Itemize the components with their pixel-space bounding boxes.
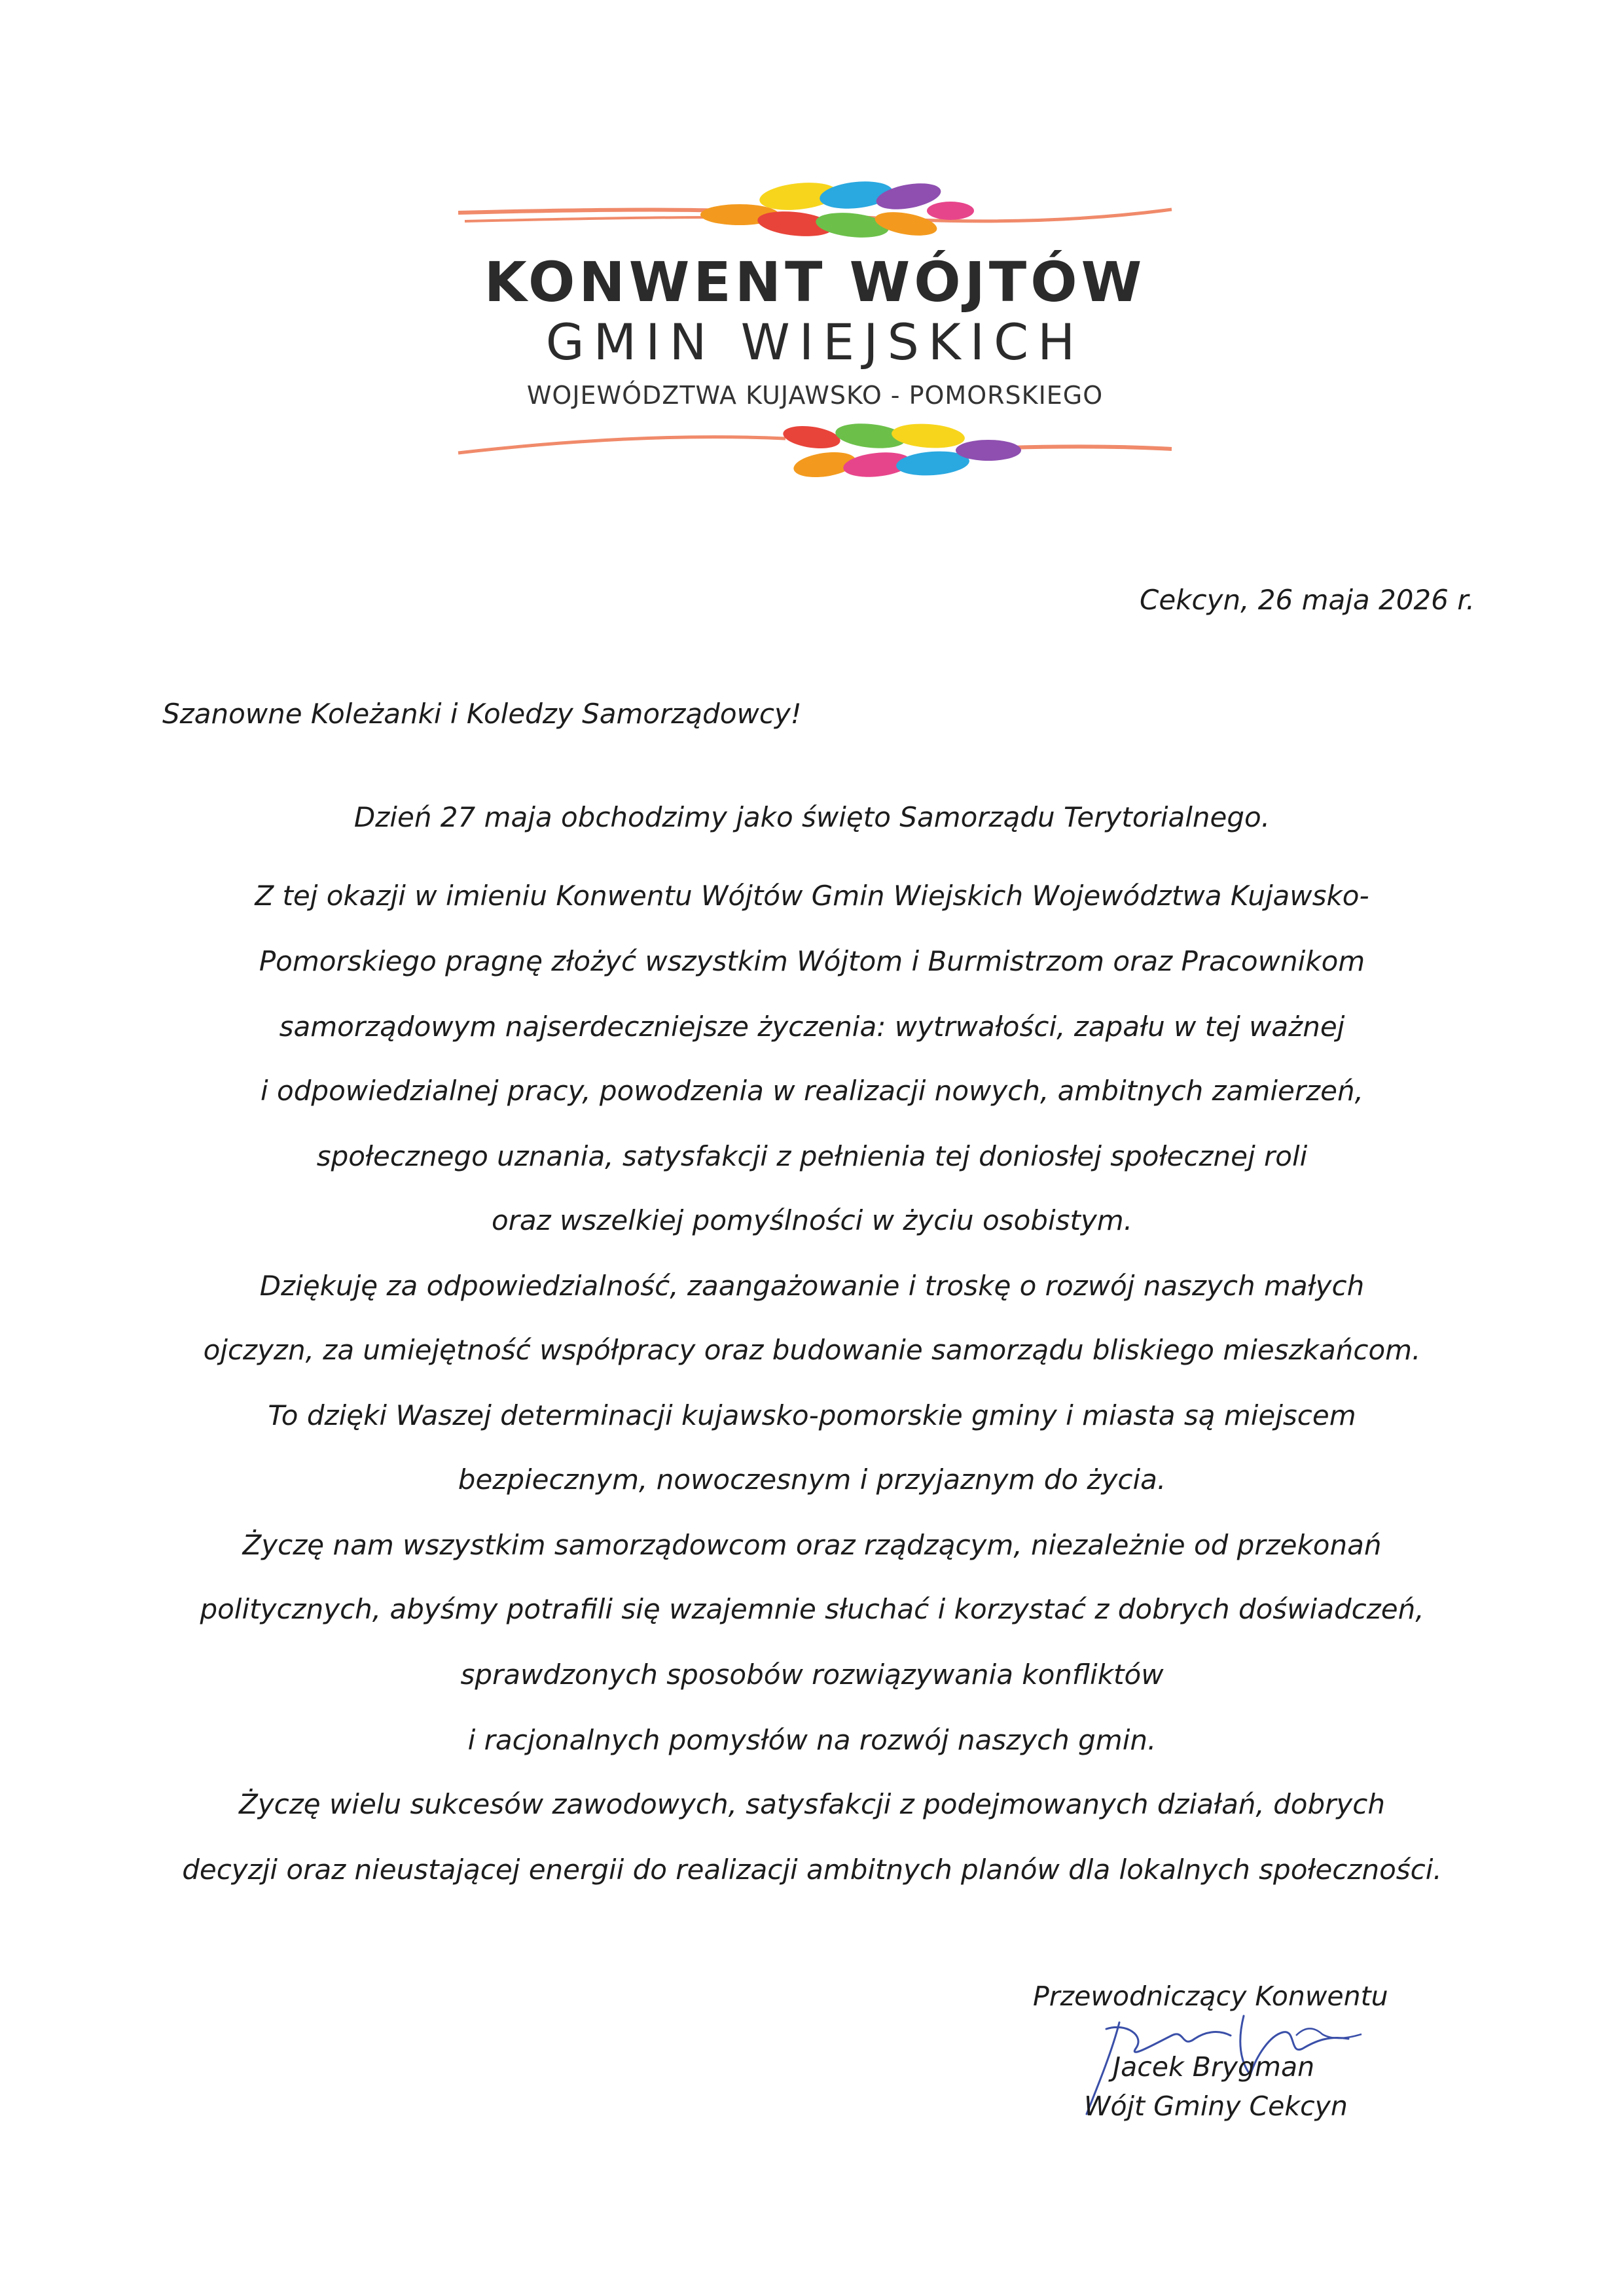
body-line: Pomorskiego pragnę złożyć wszystkim Wójtom i Burmistrzom oraz Pracownikom [259,945,1365,977]
body-line: Życzę wielu sukcesów zawodowych, satysfakcji z podejmowanych działań, dobrych [239,1788,1385,1820]
body-line: sprawdzonych sposobów rozwiązywania konfliktów [460,1659,1164,1691]
logo-line-2: GMIN WIEJSKICH [545,313,1085,371]
body-line: To dzięki Waszej determinacji kujawsko-pomorskie gminy i miasta są miejscem [268,1399,1356,1431]
letter-date: Cekcyn, 26 maja 2026 r. [1140,584,1475,616]
body-line: Z tej okazji w imieniu Konwentu Wójtów Gmin Wiejskich Województwa Kujawsko- [255,880,1369,912]
body-line: bezpiecznym, nowoczesnym i przyjaznym do życia. [458,1463,1166,1496]
body-line: ojczyzn, za umiejętność współpracy oraz budowanie samorządu bliskiego mieszkańcom. [203,1334,1421,1366]
signature-title: Przewodniczący Konwentu [1033,1981,1388,2012]
body-line: oraz wszelkiej pomyślności w życiu osobistym. [491,1204,1133,1236]
signature-block [1021,1981,1414,2122]
body-line: Życzę nam wszystkim samorządowcom oraz rządzącym, niezależnie od przekonań [242,1529,1382,1561]
signature-role: Wójt Gminy Cekcyn [1084,2090,1348,2122]
logo-line-1: KONWENT WÓJTÓW [484,250,1146,314]
body-line: i racjonalnych pomysłów na rozwój naszych gmin. [467,1724,1157,1756]
body-line: Dziękuję za odpowiedzialność, zaangażowanie i troskę o rozwój naszych małych [259,1270,1365,1302]
body-line: Dzień 27 maja obchodzimy jako święto Samorządu Terytorialnego. [353,801,1271,833]
wheat-ear-bottom-icon [445,419,1185,484]
organization-logo [445,177,1185,484]
wheat-ear-top-icon [445,177,1185,242]
body-line: decyzji oraz nieustającej energii do realizacji ambitnych planów dla lokalnych społeczności. [182,1854,1442,1886]
body-line: samorządowym najserdeczniejsze życzenia: wytrwałości, zapału w tej ważnej [279,1011,1345,1043]
body-line: społecznego uznania, satysfakcji z pełnienia tej doniosłej społecznej roli [316,1140,1308,1172]
body-line: politycznych, abyśmy potrafili się wzajemnie słuchać i korzystać z dobrych doświadczeń, [200,1593,1424,1625]
signature-name: Jacek Brygman [1113,2051,1315,2083]
letter-greeting: Szanowne Koleżanki i Koledzy Samorządowcy! [162,698,802,730]
logo-line-3: WOJEWÓDZTWA KUJAWSKO - POMORSKIEGO [526,381,1104,410]
body-line: i odpowiedzialnej pracy, powodzenia w realizacji nowych, ambitnych zamierzeń, [261,1075,1363,1107]
